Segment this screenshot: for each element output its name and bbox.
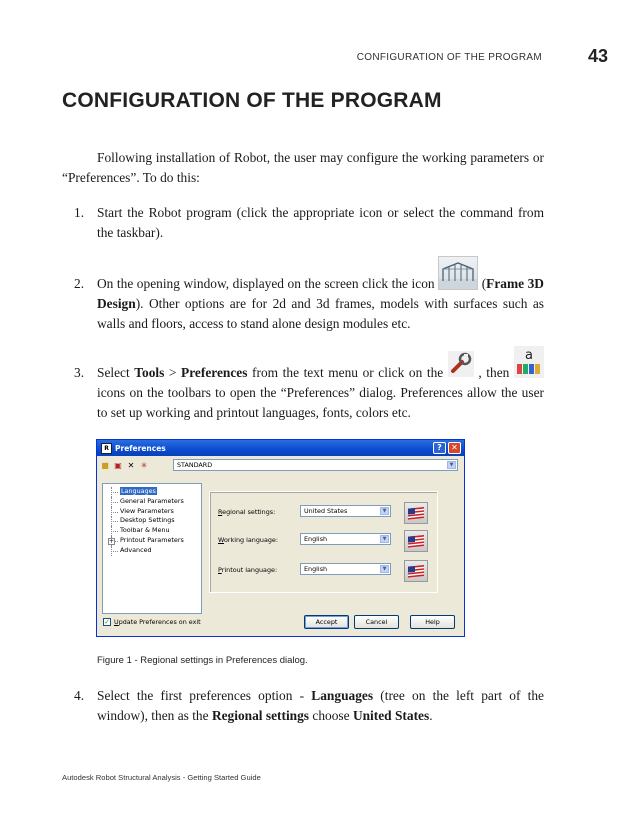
regional-settings-value: United States [304,507,348,515]
job-preferences-icon[interactable] [514,346,544,378]
update-on-exit-row [103,618,201,626]
dialog-close-button[interactable]: ✕ [448,442,461,454]
step-4 [62,686,544,726]
step-2 [62,274,544,334]
tree-item-advanced[interactable]: Advanced [107,546,201,556]
tree-item-printout-parameters[interactable]: + Printout Parameters [107,536,201,546]
step-text-bold: Languages [311,688,374,703]
step-text-part: . [429,708,433,723]
step-text-part: ( [481,276,487,291]
preferences-dialog [96,439,465,637]
step-number: 2. [74,276,85,291]
step-number: 4. [74,688,85,703]
regional-settings-row [218,502,433,524]
dialog-toolbar [100,459,461,472]
working-language-select[interactable] [300,533,391,545]
step-text-bold: Regional settings [211,708,310,723]
step-number: 1. [74,205,85,220]
dialog-help-button[interactable]: ? [433,442,446,454]
step-text-bold: Tools [134,365,165,380]
chevron-down-icon: ▼ [447,461,456,469]
step-text-bold: Preferences [181,365,248,380]
us-flag-icon[interactable] [404,560,428,582]
printout-language-label: Printout language: [218,566,278,574]
dialog-title: Preferences [115,443,166,453]
svg-text:a: a [524,347,533,363]
chevron-down-icon: ▼ [380,507,389,515]
preferences-tree [102,483,202,614]
step-text-part: icons on the toolbars to open the “Preferences” dialog. Preferences allow the user to set up working and printout languages, fonts, colors etc. [97,385,544,420]
open-folder-icon[interactable]: ■ [101,460,109,470]
printout-language-select[interactable] [300,563,391,575]
preset-select[interactable] [173,459,458,471]
regional-settings-select[interactable] [300,505,391,517]
step-text [97,686,544,726]
preferences-wrench-icon[interactable] [448,351,474,377]
intro-paragraph: Following installation of Robot, the user may configure the working parameters or “Preferences”. To do this: [62,150,544,185]
step-text-part: choose [312,708,350,723]
step-text [97,274,544,334]
step-text-part: On the opening window, displayed on the screen click the icon [97,276,435,291]
printout-language-value: English [304,565,328,573]
us-flag-icon[interactable] [404,502,428,524]
figure-caption: Figure 1 - Regional settings in Preferences dialog. [97,655,308,666]
step-text-bold: United States [352,708,430,723]
working-language-value: English [304,535,328,543]
printout-language-row [218,560,433,582]
us-flag-icon[interactable] [404,530,428,552]
dialog-titlebar[interactable] [97,440,464,456]
new-preset-icon[interactable]: ✳ [140,460,148,470]
accept-button[interactable]: Accept [304,615,349,629]
step-3 [62,347,544,423]
tree-item-view-parameters[interactable]: View Parameters [107,507,201,517]
save-icon[interactable]: ▣ [114,460,122,470]
tree-item-toolbar-menu[interactable]: Toolbar & Menu [107,526,201,536]
running-head: CONFIGURATION OF THE PROGRAM [356,52,542,63]
chevron-down-icon: ▼ [380,565,389,573]
step-text: Start the Robot program (click the appropriate icon or select the command from the taskbar). [97,205,544,240]
chevron-down-icon: ▼ [380,535,389,543]
chapter-title: CONFIGURATION OF THE PROGRAM [62,89,442,112]
step-text-part: ). Other options are for 2d and 3d frames, models with surfaces such as walls and floors, access to stand alone design modules etc. [97,296,544,331]
working-language-label: Working language: [218,536,279,544]
step-text-part: from the text menu or click on the [252,365,444,380]
step-text-part: Select [97,365,130,380]
cancel-button[interactable]: Cancel [354,615,399,629]
frame-3d-design-icon[interactable] [438,256,478,290]
step-number: 3. [74,365,85,380]
expand-plus-icon[interactable]: + [109,537,115,545]
update-on-exit-label: Update Preferences on exit [114,618,201,626]
tree-item-languages[interactable]: Languages [107,487,201,497]
step-text-part: > [168,365,177,380]
step-text-bold: Frame 3D Design [97,276,544,311]
update-on-exit-checkbox[interactable]: ✓ [104,618,110,626]
page-number: 43 [587,46,608,66]
help-button[interactable]: Help [410,615,455,629]
step-text-part: Select the first preferences option - [97,688,305,703]
robot-app-icon: R [101,443,112,454]
step-text-part: , then [478,365,510,380]
step-text-part: (tree on the left part of the window), then as the [97,688,544,723]
preset-value: STANDARD [177,461,213,469]
step-1 [62,203,544,243]
working-language-row [218,530,433,552]
tree-item-desktop-settings[interactable]: Desktop Settings [107,516,201,526]
tree-item-general-parameters[interactable]: General Parameters [107,497,201,507]
page-footer: Autodesk Robot Structural Analysis - Getting Started Guide [62,773,261,782]
regional-settings-label: Regional settings: [218,508,276,516]
step-text [97,347,544,423]
languages-panel [209,491,438,593]
delete-icon[interactable]: ✕ [127,460,135,470]
